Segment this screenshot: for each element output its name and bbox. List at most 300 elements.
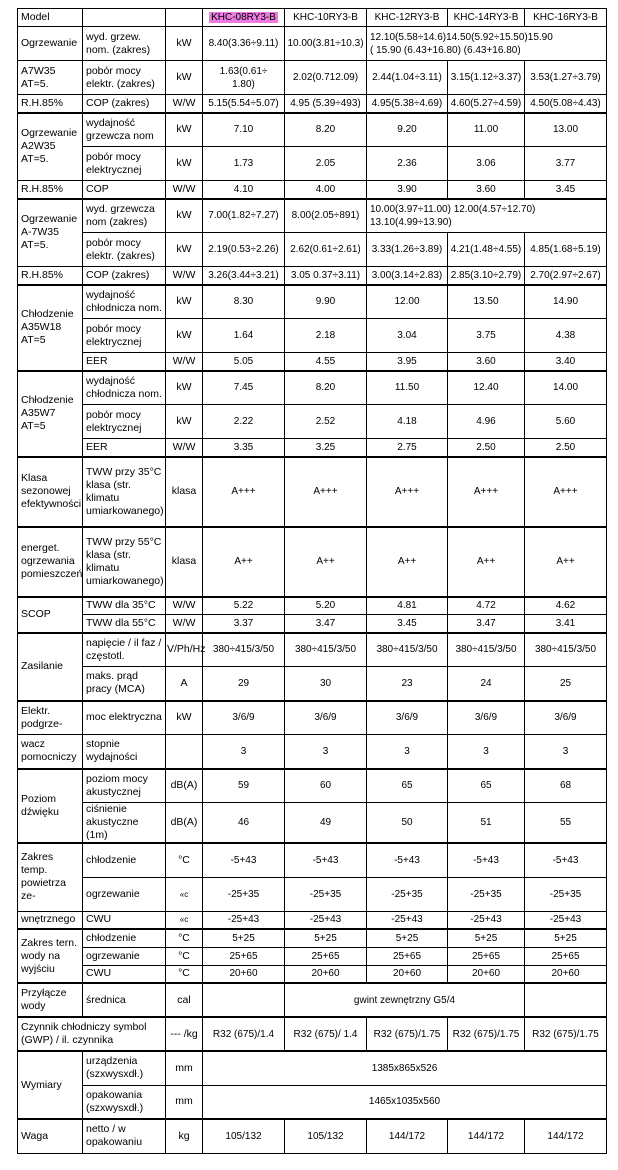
cell-text: 5+25 xyxy=(314,932,337,944)
spec-name-cell xyxy=(83,267,166,285)
cell-text: kW xyxy=(176,415,192,427)
cell-text: elektr. (zakres) xyxy=(86,249,155,262)
cell-text: 2.50 xyxy=(476,441,496,453)
unit-cell xyxy=(166,667,203,701)
cell-text: 2.62(0.61÷2.61) xyxy=(290,244,361,255)
table-row xyxy=(18,181,607,199)
cell-text: A+++ xyxy=(231,486,256,497)
cell-text: COP xyxy=(86,182,109,195)
unit-cell xyxy=(166,319,203,353)
value-cell xyxy=(203,1051,607,1085)
cell-text: pobór mocy xyxy=(86,64,141,77)
cell-text: «c xyxy=(179,889,189,899)
cell-text: 10.00(3.97÷11.00) 12.00(4.57÷12.70) xyxy=(370,203,536,215)
value-cell xyxy=(203,267,285,285)
cell-text: cal xyxy=(177,993,191,1006)
cell-text: kW xyxy=(176,329,192,341)
value-cell xyxy=(448,439,525,457)
value-cell xyxy=(203,769,285,803)
cell-text: 50 xyxy=(401,817,413,828)
cell-text: wacz xyxy=(21,738,45,751)
spec-name-cell xyxy=(83,199,166,233)
table-row xyxy=(18,911,607,929)
value-cell xyxy=(367,371,448,405)
value-cell xyxy=(367,803,448,844)
cell-text: 20+60 xyxy=(229,968,258,980)
value-cell xyxy=(285,1119,367,1153)
table-row xyxy=(18,983,607,1017)
cell-text: 46 xyxy=(237,817,250,828)
spec-name-cell xyxy=(83,947,166,965)
value-cell xyxy=(285,199,367,233)
cell-text: -5+43 xyxy=(473,854,499,866)
cell-text: klasa (str. xyxy=(86,548,131,561)
cell-text: dB(A) xyxy=(170,816,198,828)
spec-name-cell xyxy=(83,95,166,113)
cell-text: 3/6/9 xyxy=(232,712,255,724)
cell-text: TWW dla 35°C xyxy=(86,599,156,612)
cell-text: wydajności xyxy=(86,751,138,764)
value-cell xyxy=(525,667,607,701)
cell-text: 1.80) xyxy=(232,78,255,90)
value-cell xyxy=(285,597,367,615)
unit-cell xyxy=(166,285,203,319)
cell-text: 3.90 xyxy=(397,183,417,195)
value-cell xyxy=(525,633,607,667)
value-cell xyxy=(203,233,285,267)
spec-name-cell xyxy=(83,1085,166,1119)
cell-text: klasa (str. xyxy=(86,478,131,491)
cell-text: EER xyxy=(86,440,108,453)
cell-text: -5+43 xyxy=(312,854,339,866)
value-cell xyxy=(285,633,367,667)
spec-name-cell xyxy=(83,769,166,803)
value-cell xyxy=(285,615,367,633)
row-group-label-cell xyxy=(18,1017,166,1051)
table-row xyxy=(18,803,607,844)
value-cell xyxy=(367,439,448,457)
value-cell xyxy=(203,319,285,353)
spec-name-cell xyxy=(83,597,166,615)
value-cell xyxy=(203,911,285,929)
cell-text: kW xyxy=(176,71,192,83)
cell-text: chłodzenie xyxy=(86,853,137,866)
cell-text: 2.85(3.10÷2.79) xyxy=(450,269,522,281)
cell-text: moc elektryczna xyxy=(86,711,162,724)
value-cell xyxy=(203,965,285,983)
cell-text: A++ xyxy=(397,556,417,567)
value-cell xyxy=(367,843,448,877)
cell-text: A++ xyxy=(316,556,335,567)
cell-text: 5.15(5.54÷5.07) xyxy=(208,97,279,109)
value-cell xyxy=(203,27,285,61)
cell-text: 3.41 xyxy=(555,617,576,629)
cell-text: EER xyxy=(86,354,108,367)
cell-text: 3.45 xyxy=(555,183,576,195)
cell-text: 5+25 xyxy=(395,932,419,944)
cell-text: częstotl. xyxy=(86,649,125,662)
cell-text: «c xyxy=(179,915,189,925)
value-cell xyxy=(203,113,285,147)
cell-text: °C xyxy=(178,967,190,980)
cell-text: Klasa xyxy=(21,472,48,484)
cell-text: W/W xyxy=(172,182,196,195)
cell-text: 14.90 xyxy=(552,296,579,308)
cell-text: 3 xyxy=(404,745,410,757)
value-cell xyxy=(203,95,285,113)
cell-text: 2.75 xyxy=(397,441,417,453)
value-cell xyxy=(448,147,525,181)
value-cell xyxy=(448,1017,525,1051)
cell-text: -25+35 xyxy=(309,888,342,900)
value-cell xyxy=(525,527,607,597)
table-row xyxy=(18,947,607,965)
unit-cell xyxy=(166,113,203,147)
value-cell xyxy=(525,353,607,371)
cell-text: efektywności xyxy=(21,498,82,510)
value-cell xyxy=(525,371,607,405)
unit-cell xyxy=(166,769,203,803)
cell-text: CWU xyxy=(86,913,112,926)
value-cell xyxy=(448,965,525,983)
table-row xyxy=(18,877,607,911)
cell-text: A35W18 xyxy=(21,321,62,333)
cell-text: kW xyxy=(176,243,192,255)
cell-text: napięcie / il faz / xyxy=(86,636,162,649)
value-cell xyxy=(367,285,448,319)
unit-cell xyxy=(166,929,203,947)
value-cell xyxy=(367,95,448,113)
model-header-cell xyxy=(448,9,525,27)
cell-text: Czynnik chłodniczy symbol xyxy=(21,1021,147,1033)
value-cell xyxy=(285,701,367,735)
cell-text: wydajność xyxy=(86,374,136,387)
cell-text: 3.00(3.14÷2.83) xyxy=(371,269,443,281)
cell-text: chłodzenie xyxy=(86,931,137,944)
cell-text: 4.10 xyxy=(233,183,254,195)
value-cell xyxy=(525,701,607,735)
row-group-label-cell xyxy=(18,929,83,983)
cell-text: R32 (675)/1.4 xyxy=(212,1028,275,1040)
cell-text: Elektr. xyxy=(21,704,51,717)
value-cell xyxy=(285,803,367,844)
cell-text: 144/172 xyxy=(547,1130,584,1142)
spec-name-cell xyxy=(83,27,166,61)
spec-name-cell xyxy=(83,405,166,439)
cell-text: 11.50 xyxy=(394,382,420,394)
cell-text: 25+65 xyxy=(392,950,422,962)
cell-text: kW xyxy=(176,123,192,136)
value-cell xyxy=(285,667,367,701)
cell-text: średnica xyxy=(86,993,126,1006)
value-cell xyxy=(203,843,285,877)
cell-text: 4.60(5.27÷4.59) xyxy=(450,97,522,109)
cell-text: ogrzewania xyxy=(21,555,75,567)
value-cell xyxy=(525,405,607,439)
value-cell xyxy=(525,439,607,457)
value-cell xyxy=(525,877,607,911)
cell-text: W/W xyxy=(172,268,196,281)
value-cell xyxy=(203,199,285,233)
cell-text: 25+65 xyxy=(229,950,258,962)
cell-text: -25+43 xyxy=(470,914,502,926)
table-row xyxy=(18,353,607,371)
value-cell xyxy=(285,61,367,95)
unit-cell xyxy=(166,735,203,769)
cell-text: ( 15.90 (6.43+16.80) (6.43+16.80) xyxy=(370,44,521,56)
cell-text: kW xyxy=(176,37,192,49)
value-cell xyxy=(285,267,367,285)
spec-name-cell xyxy=(83,181,166,199)
cell-text: TWW dla 55°C xyxy=(86,616,156,629)
cell-text: 25+65 xyxy=(311,950,340,962)
value-cell xyxy=(525,285,607,319)
unit-cell xyxy=(166,267,203,285)
table-row xyxy=(18,319,607,353)
unit-cell xyxy=(166,1085,203,1119)
cell-text: 4.72 xyxy=(476,600,496,612)
cell-text: R32 (675)/ 1.4 xyxy=(293,1028,358,1040)
cell-text: mm xyxy=(175,1095,193,1108)
unit-cell xyxy=(166,983,203,1017)
table-row xyxy=(18,701,607,735)
cell-text: 3.60 xyxy=(476,355,496,367)
value-cell xyxy=(448,633,525,667)
cell-text: wnętrznego xyxy=(21,913,76,926)
value-cell xyxy=(367,113,448,147)
cell-text: 9.20 xyxy=(397,124,417,136)
value-cell xyxy=(285,983,525,1017)
value-cell xyxy=(367,233,448,267)
row-group-label-cell xyxy=(18,95,83,113)
cell-text: R.H.85% xyxy=(21,96,64,109)
spec-name-cell xyxy=(83,877,166,911)
cell-text: 4.81 xyxy=(397,600,417,612)
value-cell xyxy=(367,911,448,929)
cell-text: 380÷415/3/50 xyxy=(534,644,597,656)
value-cell xyxy=(367,877,448,911)
cell-text: 1.63(0.61÷ xyxy=(219,65,268,77)
table-row xyxy=(18,1119,607,1153)
cell-text: 4.95(5.38÷4.69) xyxy=(371,97,443,109)
highlighted-model: KHC-08RY3-B xyxy=(211,12,276,23)
cell-text: 60 xyxy=(319,780,332,792)
row-group-label-cell xyxy=(18,199,83,267)
table-row xyxy=(18,843,607,877)
cell-text: -25+35 xyxy=(227,888,260,900)
cell-text: 25+65 xyxy=(551,950,580,962)
spec-name-cell xyxy=(83,147,166,181)
cell-text: 3.47 xyxy=(315,617,336,629)
cell-text: 25+65 xyxy=(471,950,501,962)
value-cell xyxy=(525,947,607,965)
value-cell xyxy=(448,735,525,769)
value-cell xyxy=(525,615,607,633)
value-cell xyxy=(285,319,367,353)
cell-text: TWW przy 35°C xyxy=(86,465,162,478)
value-cell xyxy=(525,95,607,113)
value-cell xyxy=(203,353,285,371)
value-cell xyxy=(285,353,367,371)
cell-text: AT=5 xyxy=(21,420,46,432)
cell-text: powietrza xyxy=(21,877,66,890)
cell-text: pobór mocy xyxy=(86,150,141,163)
cell-text: 9.90 xyxy=(315,296,336,308)
value-cell xyxy=(448,285,525,319)
cell-text: 2.52 xyxy=(315,416,336,427)
value-cell xyxy=(525,803,607,844)
table-row xyxy=(18,95,607,113)
cell-text: -25+43 xyxy=(391,914,423,926)
row-group-label-cell xyxy=(18,267,83,285)
value-cell xyxy=(367,527,448,597)
cell-text: AT=5 xyxy=(21,334,46,346)
table-row xyxy=(18,597,607,615)
value-cell xyxy=(367,701,448,735)
cell-text: 13.00 xyxy=(552,124,579,136)
cell-text: A+++ xyxy=(553,486,578,497)
value-cell xyxy=(285,27,367,61)
cell-text: W/W xyxy=(172,616,196,629)
row-group-label-cell xyxy=(18,113,83,181)
cell-text: 1.64 xyxy=(233,330,254,341)
value-cell xyxy=(203,701,285,735)
value-cell xyxy=(525,843,607,877)
spec-name-cell xyxy=(83,113,166,147)
table-row xyxy=(18,113,607,147)
value-cell xyxy=(367,457,448,527)
cell-text: grzewcza nom xyxy=(86,129,154,142)
cell-text: 3.35 xyxy=(233,441,254,453)
cell-text: °C xyxy=(178,931,190,944)
row-group-label-cell xyxy=(18,285,83,371)
cell-text: 3 xyxy=(483,745,489,757)
cell-text: A+++ xyxy=(313,486,338,497)
cell-text: Poziom xyxy=(21,792,57,805)
value-cell xyxy=(367,181,448,199)
value-cell xyxy=(203,929,285,947)
cell-text: KHC-12RY3-B xyxy=(374,12,440,23)
table-row xyxy=(18,667,607,701)
cell-text: gwint zewnętrzny G5/4 xyxy=(353,994,456,1006)
value-cell xyxy=(448,457,525,527)
cell-text: pobór mocy xyxy=(86,236,141,249)
unit-cell xyxy=(166,1017,203,1051)
value-cell xyxy=(203,1017,285,1051)
value-cell xyxy=(367,353,448,371)
cell-text: kW xyxy=(176,381,192,394)
cell-text: °C xyxy=(178,853,190,866)
cell-text: 12.00 xyxy=(394,296,420,308)
row-group-label-cell xyxy=(18,61,83,95)
value-cell xyxy=(448,667,525,701)
value-cell xyxy=(367,615,448,633)
cell-text: Ogrzewanie xyxy=(21,127,78,140)
cell-text: COP (zakres) xyxy=(86,96,150,109)
cell-text: -25+35 xyxy=(549,888,582,900)
cell-text: pobór mocy xyxy=(86,408,141,421)
spec-name-cell xyxy=(83,615,166,633)
cell-text: wydajność xyxy=(86,288,136,301)
cell-text: 5.20 xyxy=(315,600,336,612)
unit-cell xyxy=(166,353,203,371)
cell-text: A35W7 xyxy=(21,407,56,419)
cell-text: Ogrzewanie xyxy=(21,213,78,226)
value-cell xyxy=(203,439,285,457)
value-cell xyxy=(448,929,525,947)
value-cell xyxy=(448,267,525,285)
cell-text: 3.04 xyxy=(397,330,417,341)
cell-text: 1465x1035x560 xyxy=(368,1096,441,1108)
table-row xyxy=(18,735,607,769)
value-cell xyxy=(448,803,525,844)
value-cell xyxy=(525,597,607,615)
cell-text: 1385x865x526 xyxy=(371,1062,438,1074)
table-row xyxy=(18,285,607,319)
cell-text: poziom mocy xyxy=(86,772,148,785)
unit-cell xyxy=(166,843,203,877)
value-cell xyxy=(525,113,607,147)
cell-text: 25 xyxy=(559,677,572,689)
row-group-label-cell xyxy=(18,181,83,199)
cell-text: klimatu xyxy=(86,491,120,504)
cell-text: 11.00 xyxy=(473,124,499,136)
cell-text: stopnie xyxy=(86,738,120,751)
cell-text: 144/172 xyxy=(388,1130,426,1142)
cell-text: 20+60 xyxy=(392,968,422,980)
cell-text: 3.05 0.37÷3.11) xyxy=(290,269,361,281)
cell-text: 20+60 xyxy=(551,968,580,980)
cell-text: 4.85(1.68÷5.19) xyxy=(530,244,601,255)
cell-text: opakowania xyxy=(86,1088,143,1101)
cell-text: A xyxy=(180,676,188,689)
value-cell xyxy=(367,267,448,285)
cell-text: temp. xyxy=(21,864,48,877)
cell-text: AT=5. xyxy=(21,77,49,90)
row-group-label-cell xyxy=(18,735,83,769)
unit-cell xyxy=(166,965,203,983)
cell-text: 7.10 xyxy=(233,124,254,136)
cell-text: 5.05 xyxy=(233,355,254,367)
value-cell xyxy=(203,405,285,439)
cell-text: SCOP xyxy=(21,608,51,620)
value-cell xyxy=(525,147,607,181)
cell-text: kW xyxy=(176,209,192,222)
value-cell xyxy=(448,527,525,597)
unit-cell xyxy=(166,371,203,405)
value-cell xyxy=(285,911,367,929)
cell-text: °C xyxy=(178,949,190,962)
value-cell xyxy=(367,1119,448,1153)
cell-text: elektrycznej xyxy=(86,421,142,434)
cell-text: 3.77 xyxy=(555,158,576,169)
cell-text: 380÷415/3/50 xyxy=(455,644,517,656)
cell-text: kW xyxy=(176,157,192,169)
cell-text: (szxwysxdł.) xyxy=(86,1068,144,1081)
cell-text: 20+60 xyxy=(311,968,340,980)
cell-text: 5.22 xyxy=(233,600,254,612)
cell-text: -5+43 xyxy=(230,854,257,866)
cell-text: (szxwysxdł.) xyxy=(86,1101,144,1114)
cell-text: A-7W35 xyxy=(21,226,59,239)
cell-text: TWW przy 55°C xyxy=(86,535,162,548)
cell-text: Przyłącze xyxy=(21,987,67,999)
cell-text: W/W xyxy=(172,354,196,367)
cell-text: 3/6/9 xyxy=(474,712,498,724)
value-cell xyxy=(285,965,367,983)
cell-text: 49 xyxy=(319,817,332,828)
cell-text: 3.95 xyxy=(397,355,417,367)
